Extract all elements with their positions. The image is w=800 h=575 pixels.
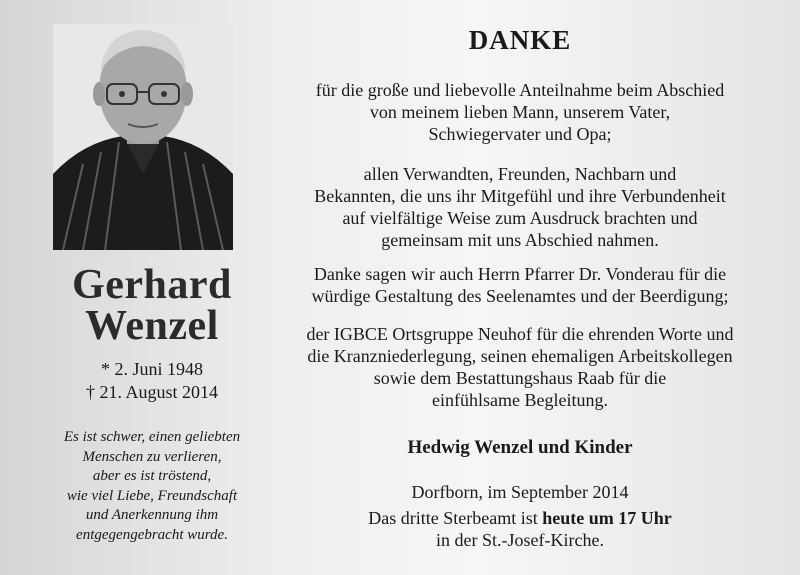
- family-signature: Hedwig Wenzel und Kinder: [407, 437, 633, 458]
- text-line: Danke sagen wir auch Herrn Pfarrer Dr. Vonderau für die: [313, 264, 727, 284]
- thanks-paragraph-3: [276, 263, 764, 307]
- quote-line: Menschen zu verlieren,: [82, 448, 222, 465]
- first-name: Gerhard: [72, 262, 232, 308]
- notice-time: heute um 17 Uhr: [542, 508, 672, 528]
- text-line: von meinem lieben Mann, unserem Vater,: [369, 102, 671, 122]
- birth-date: * 2. Juni 1948: [100, 359, 203, 379]
- quote-line: Es ist schwer, einen geliebten: [63, 429, 241, 445]
- text-line: sowie dem Bestattungshaus Raab für die: [373, 368, 667, 388]
- text-line: einfühlsame Begleitung.: [432, 390, 608, 410]
- last-name: Wenzel: [85, 303, 219, 349]
- memorial-quote: [20, 428, 284, 545]
- quote-line: und Anerkennung ihm: [85, 507, 219, 523]
- thanks-paragraph-1: [276, 79, 764, 145]
- life-dates: [30, 358, 274, 404]
- text-line: Bekannten, die uns ihr Mitgefühl und ihre Verbundenheit: [314, 186, 726, 206]
- death-date: † 21. August 2014: [85, 382, 218, 402]
- portrait-photo: [53, 24, 233, 250]
- text-line: allen Verwandten, Freunden, Nachbarn und: [363, 164, 677, 184]
- notice-prefix: Das dritte Sterbeamt ist: [368, 508, 543, 528]
- quote-line: entgegengebracht wurde.: [76, 526, 228, 543]
- text-line: Schwiegervater und Opa;: [428, 124, 612, 144]
- quote-line: aber es ist tröstend,: [92, 468, 212, 484]
- text-line: auf vielfältige Weise zum Ausdruck brachten und: [342, 208, 698, 228]
- quote-line: wie viel Liebe, Freundschaft: [66, 487, 238, 504]
- service-notice: [276, 507, 764, 551]
- text-line: für die große und liebevolle Anteilnahme beim Abschied: [315, 80, 725, 100]
- heading: DANKE: [468, 25, 572, 55]
- text-line: die Kranzniederlegung, seinen ehemaligen Arbeitskollegen: [307, 346, 733, 366]
- place-date: Dorfborn, im September 2014: [411, 482, 629, 502]
- notice-line-2: in der St.-Josef-Kirche.: [436, 530, 604, 550]
- thanks-paragraph-2: [276, 163, 764, 251]
- text-line: gemeinsam mit uns Abschied nahmen.: [381, 230, 659, 250]
- text-line: würdige Gestaltung des Seelenamtes und der Beerdigung;: [311, 286, 729, 306]
- text-line: der IGBCE Ortsgruppe Neuhof für die ehrenden Worte und: [306, 324, 734, 344]
- thanks-paragraph-4: [276, 323, 764, 411]
- notice-line-1: [276, 507, 764, 529]
